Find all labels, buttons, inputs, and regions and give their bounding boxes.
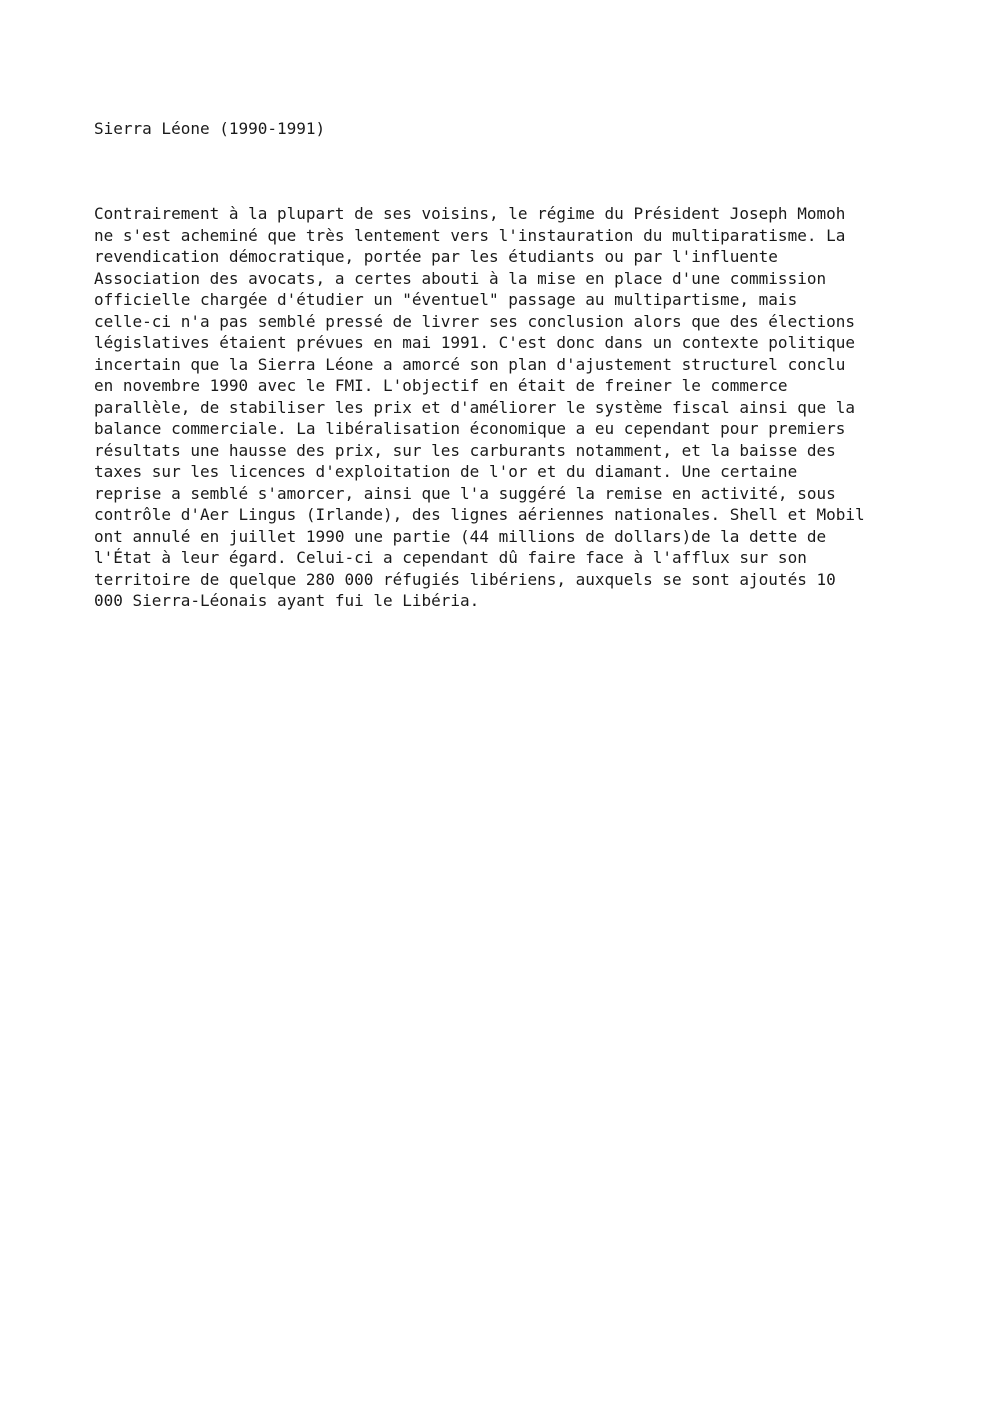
body-line: incertain que la Sierra Léone a amorcé son plan d'ajustement structurel conclu (94, 354, 846, 374)
body-line: résultats une hausse des prix, sur les carburants notamment, et la baisse des (94, 440, 836, 460)
body-line: celle-ci n'a pas semblé pressé de livrer ses conclusion alors que des élections (94, 311, 855, 331)
body-line: l'État à leur égard. Celui-ci a cependant dû faire face à l'afflux sur son (94, 548, 807, 567)
body-line: revendication démocratique, portée par les étudiants ou par l'influente (94, 247, 778, 266)
body-line: parallèle, de stabiliser les prix et d'améliorer le système fiscal ainsi que la (94, 397, 855, 417)
body-line: taxes sur les licences d'exploitation de l'or et du diamant. Une certaine (94, 462, 798, 481)
body-line: Contrairement à la plupart de ses voisins, le régime du Président Joseph Momoh (94, 204, 846, 223)
document-body (94, 203, 914, 612)
document-title: Sierra Léone (1990-1991) (94, 119, 326, 138)
body-line: balance commerciale. La libéralisation économique a eu cependant pour premiers (94, 419, 846, 438)
body-line: 000 Sierra-Léonais ayant fui le Libéria. (94, 591, 480, 610)
body-line: Association des avocats, a certes abouti à la mise en place d'une commission (94, 268, 827, 288)
body-line: législatives étaient prévues en mai 1991. C'est donc dans un contexte politique (94, 333, 855, 352)
body-line: reprise a semblé s'amorcer, ainsi que l'a suggéré la remise en activité, sous (94, 483, 836, 503)
body-line: en novembre 1990 avec le FMI. L'objectif en était de freiner le commerce (94, 376, 788, 395)
body-line: contrôle d'Aer Lingus (Irlande), des lignes aériennes nationales. Shell et Mobil (94, 505, 865, 524)
body-line: ne s'est acheminé que très lentement vers l'instauration du multiparatisme. La (94, 225, 846, 245)
body-line: officielle chargée d'étudier un "éventuel" passage au multipartisme, mais (94, 290, 798, 309)
body-line: territoire de quelque 280 000 réfugiés libériens, auxquels se sont ajoutés 10 (94, 569, 836, 589)
body-line: ont annulé en juillet 1990 une partie (44 millions de dollars)de la dette de (94, 526, 827, 546)
